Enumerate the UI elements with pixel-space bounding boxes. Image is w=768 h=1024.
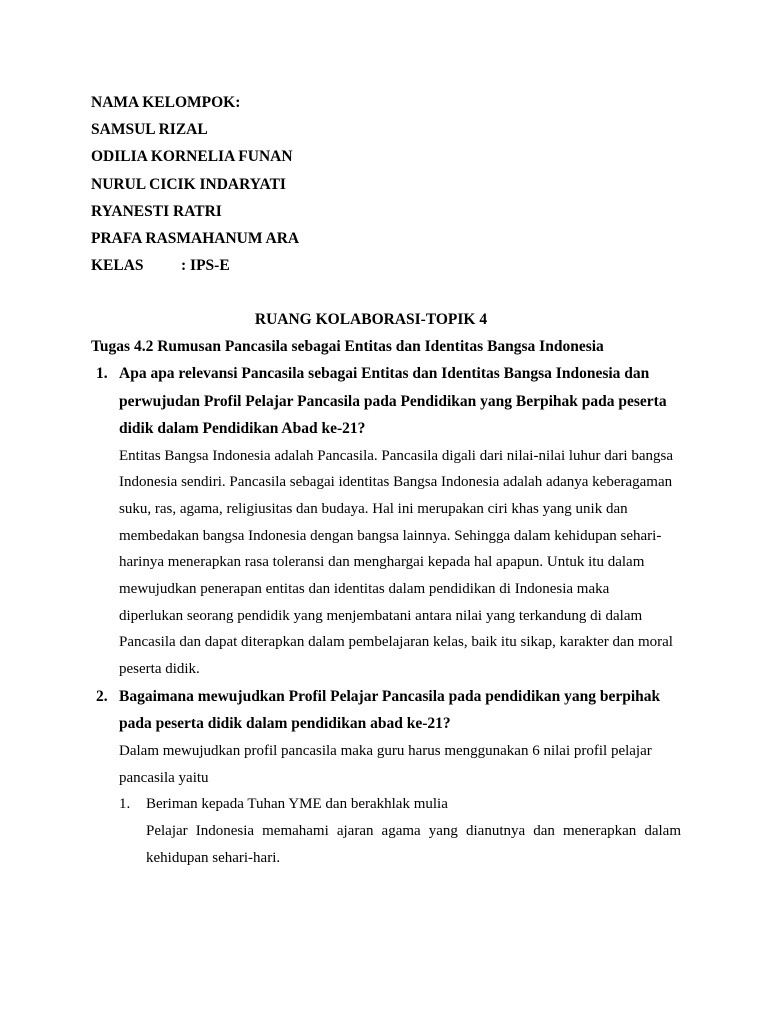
- class-value: : IPS-E: [181, 257, 230, 275]
- answer-line: peserta didik.: [119, 661, 200, 678]
- sub-item-number: 1.: [119, 796, 131, 813]
- class-row: [91, 252, 691, 279]
- page-title: RUANG KOLABORASI-TOPIK 4: [254, 311, 488, 328]
- answer-line: Dalam mewujudkan profil pancasila maka guru harus menggunakan 6 nilai profil pelajar: [119, 742, 652, 759]
- question-line: didik dalam Pendidikan Abad ke-21?: [119, 420, 366, 437]
- group-header: [91, 89, 691, 279]
- question-item: [91, 360, 673, 683]
- question-text: [119, 360, 667, 443]
- member-name: NURUL CICIK INDARYATI: [91, 175, 286, 193]
- answer-line: suku, ras, agama, religiusitas dan budaya. Hal ini merupakan ciri khas yang unik dan: [119, 500, 628, 517]
- question-line: Bagaimana mewujudkan Profil Pelajar Pancasila pada pendidikan yang berpihak: [119, 687, 661, 705]
- group-label: NAMA KELOMPOK:: [91, 94, 241, 111]
- answer-line: Entitas Bangsa Indonesia adalah Pancasila. Pancasila digali dari nilai-nilai luhur dari bangsa: [119, 447, 673, 464]
- question-line: Apa apa relevansi Pancasila sebagai Entitas dan Identitas Bangsa Indonesia dan: [119, 365, 650, 382]
- member-name: PRAFA RASMAHANUM ARA: [91, 229, 300, 247]
- answer-line: harinya menerapkan rasa toleransi dan menghargai kepada hal apapun. Untuk itu dalam: [119, 554, 645, 571]
- answer-text: [119, 738, 651, 791]
- document-body: [91, 306, 681, 872]
- answer-line: membedakan bangsa Indonesia dengan bangsa lainnya. Sehingga dalam kehidupan sehari-: [119, 527, 662, 544]
- question-item: [91, 683, 681, 872]
- class-label: KELAS: [91, 257, 144, 275]
- answer-line: Pancasila dan dapat diterapkan dalam pembelajaran kelas, baik itu sikap, karakter dan moral: [119, 634, 673, 651]
- sub-item-description: Pelajar Indonesia memahami ajaran agama yang dianutnya dan menerapkan dalam kehidupan sehari-hari.: [146, 823, 681, 867]
- member-name: SAMSUL RIZAL: [91, 121, 208, 139]
- answer-line: pancasila yaitu: [119, 769, 209, 786]
- question-line: perwujudan Profil Pelajar Pancasila pada Pendidikan yang Berpihak pada peserta: [119, 392, 667, 410]
- question-number: 2.: [96, 687, 108, 705]
- answer-text: [119, 443, 673, 683]
- answer-line: mewujudkan penerapan entitas dan identitas dalam pendidikan di Indonesia maka: [119, 581, 610, 598]
- member-name: RYANESTI RATRI: [91, 202, 222, 220]
- question-line: pada peserta didik dalam pendidikan abad ke-21?: [119, 715, 451, 733]
- question-text: [119, 683, 661, 738]
- question-number: 1.: [96, 365, 108, 382]
- member-name: ODILIA KORNELIA FUNAN: [91, 148, 293, 166]
- sub-list-item: [119, 791, 681, 872]
- task-heading: Tugas 4.2 Rumusan Pancasila sebagai Entitas dan Identitas Bangsa Indonesia: [91, 338, 604, 355]
- answer-line: Indonesia sendiri. Pancasila sebagai identitas Bangsa Indonesia adalah adanya keberagaman: [119, 474, 673, 491]
- sub-item-title: Beriman kepada Tuhan YME dan berakhlak mulia: [146, 796, 448, 813]
- answer-line: diperlukan seorang pendidik yang menjembatani antara nilai yang terkandung di dalam: [119, 607, 643, 624]
